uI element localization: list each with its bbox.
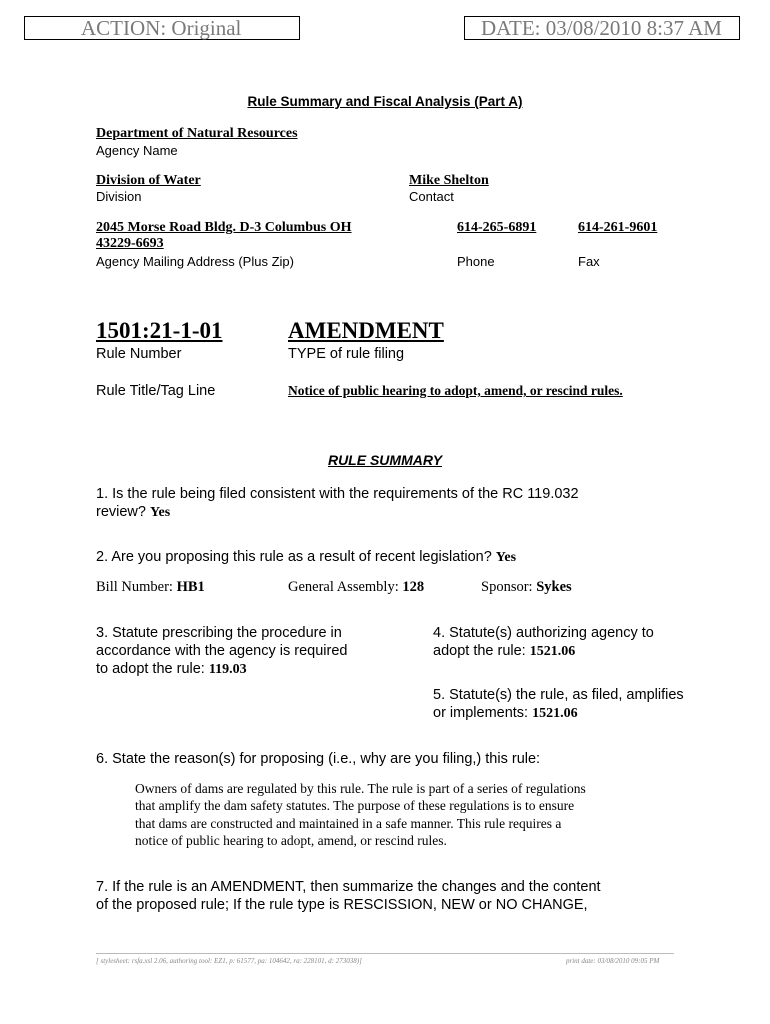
division-label: Division: [96, 189, 142, 204]
question-4-text: adopt the rule:: [433, 643, 526, 659]
question-1-text: review?: [96, 504, 146, 520]
question-5-answer: 1521.06: [532, 706, 578, 721]
question-1-line2: [96, 503, 579, 522]
question-5: [433, 686, 684, 723]
rule-title-label: Rule Title/Tag Line: [96, 383, 216, 399]
question-7: [96, 878, 601, 914]
question-3-text: to adopt the rule:: [96, 661, 205, 677]
rule-type: AMENDMENT: [288, 318, 444, 343]
address-label: Agency Mailing Address (Plus Zip): [96, 254, 294, 269]
question-4-answer: 1521.06: [529, 644, 576, 659]
bill-number-value: HB1: [176, 579, 205, 595]
action-text: ACTION: Original: [81, 16, 242, 40]
question-6-answer-line1: Owners of dams are regulated by this rule. The rule is part of a series of regulations: [135, 781, 586, 796]
question-2-text: 2. Are you proposing this rule as a result of recent legislation?: [96, 549, 492, 565]
general-assembly-label: General Assembly:: [288, 579, 399, 595]
question-4: [433, 624, 654, 661]
contact-label: Contact: [409, 189, 454, 204]
sponsor-label: Sponsor:: [481, 579, 533, 595]
address-line2: 43229-6693: [96, 236, 164, 251]
general-assembly-value: 128: [402, 579, 425, 595]
question-4-line2: [433, 642, 654, 661]
question-2: [96, 548, 516, 567]
page-title: Rule Summary and Fiscal Analysis (Part A): [247, 94, 523, 109]
rule-type-label: TYPE of rule filing: [288, 346, 405, 362]
fax-label: Fax: [578, 254, 600, 269]
question-1-line1: 1. Is the rule being filed consistent with the requirements of the RC 119.032: [96, 486, 579, 502]
phone-value: 614-265-6891: [457, 220, 537, 235]
question-5-line2: [433, 704, 684, 723]
address-line1: 2045 Morse Road Bldg. D-3 Columbus OH: [96, 220, 352, 235]
question-5-line1: 5. Statute(s) the rule, as filed, amplifies: [433, 687, 684, 703]
bill-number: [96, 579, 205, 596]
question-3-line2: accordance with the agency is required: [96, 643, 348, 659]
rule-title: Notice of public hearing to adopt, amend, or rescind rules.: [288, 383, 623, 398]
question-6-answer-line2: that amplify the dam safety statutes. The purpose of these regulations is to ensure: [135, 798, 575, 814]
question-2-answer: Yes: [495, 550, 517, 565]
question-6-answer-line3: that dams are constructed and maintained in a safe manner. This rule requires a: [135, 815, 562, 831]
general-assembly: [288, 579, 424, 596]
rule-number: 1501:21-1-01: [96, 318, 223, 343]
date-text: DATE: 03/08/2010 8:37 AM: [481, 16, 722, 40]
question-6-answer-line4: notice of public hearing to adopt, amend, or rescind rules.: [135, 832, 447, 848]
footer-stylesheet: [ stylesheet: rsfa.xsl 2.06, authoring tool: EZ1, p: 61577, pa: 104642, ra: 228101, d: 273038)]: [96, 957, 362, 965]
question-3: [96, 624, 347, 679]
footer-divider: [96, 953, 674, 954]
footer-print-date: print date: 03/08/2010 09:05 PM: [566, 957, 660, 965]
question-7-line2: of the proposed rule; If the rule type is RESCISSION, NEW or NO CHANGE,: [96, 897, 588, 913]
rule-summary-heading: RULE SUMMARY: [327, 452, 443, 468]
phone-label: Phone: [457, 254, 495, 269]
date-box: [464, 16, 740, 40]
action-box: [24, 16, 300, 40]
sponsor-value: Sykes: [536, 579, 572, 595]
division-name: Division of Water: [96, 173, 201, 188]
question-5-text: or implements:: [433, 705, 529, 721]
bill-number-label: Bill Number:: [96, 579, 173, 595]
question-1: [96, 485, 579, 522]
question-7-line1: 7. If the rule is an AMENDMENT, then summarize the changes and the content: [96, 879, 601, 895]
fax-value: 614-261-9601: [578, 220, 658, 235]
sponsor: [481, 579, 572, 596]
agency-name: Department of Natural Resources: [96, 126, 298, 141]
question-6: 6. State the reason(s) for proposing (i.e., why are you filing,) this rule:: [96, 751, 541, 767]
question-4-line1: 4. Statute(s) authorizing agency to: [433, 625, 654, 641]
rule-number-label: Rule Number: [96, 346, 182, 362]
question-3-line1: 3. Statute prescribing the procedure in: [96, 625, 342, 641]
question-3-line3: [96, 660, 347, 679]
contact-name: Mike Shelton: [409, 173, 489, 188]
question-6-answer: [135, 780, 586, 849]
question-3-answer: 119.03: [208, 662, 247, 677]
agency-name-label: Agency Name: [96, 143, 178, 158]
question-1-answer: Yes: [150, 505, 171, 520]
